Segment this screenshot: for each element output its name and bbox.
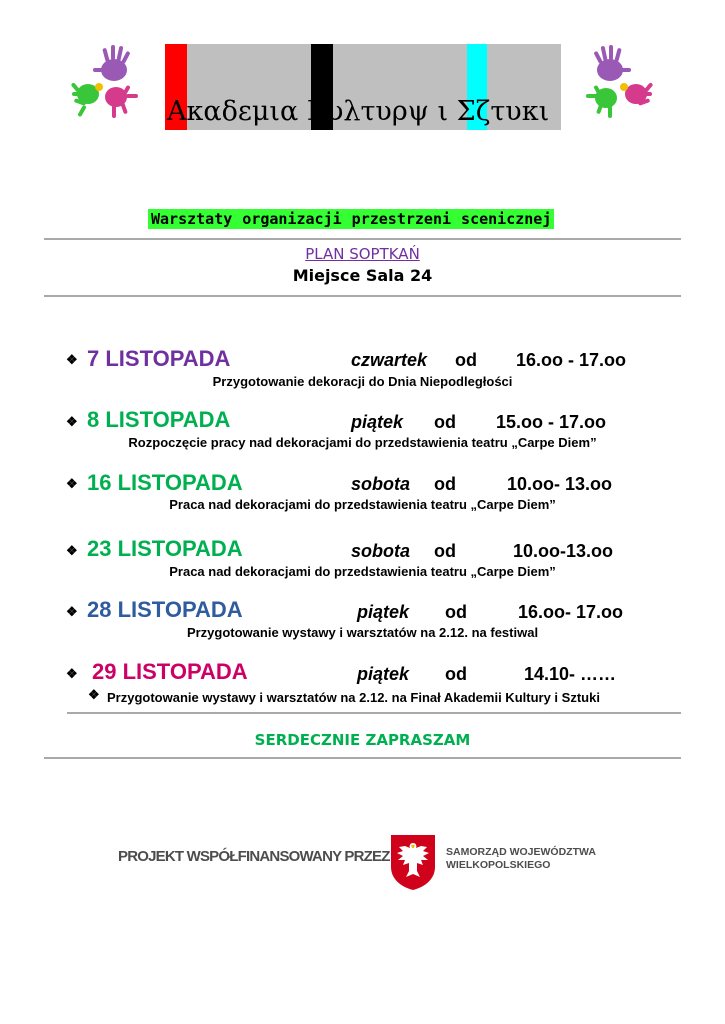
event-date: 28 LISTOPADA (87, 597, 243, 622)
academy-title: Ακαδεμια Κυλτυρψ ι Σζτυκι (167, 96, 550, 127)
event-od: od (434, 474, 456, 494)
voivodeship-line2: WIELKOPOLSKIEGO (446, 859, 551, 871)
painted-hands-icon (66, 42, 146, 122)
voivodeship-line1: SAMORZĄD WOJEWÓDZTWA (446, 846, 596, 858)
divider (44, 295, 681, 297)
painted-hands-icon (578, 42, 658, 122)
diamond-bullet-icon: ❖ (88, 687, 100, 702)
plan-title: PLAN SOPTKAŃ (305, 245, 420, 263)
event-date: 16 LISTOPADA (87, 470, 243, 495)
invitation-text: SERDECZNIE ZAPRASZAM (254, 731, 471, 749)
event-date: 7 LISTOPADA (87, 346, 231, 371)
diamond-bullet-icon: ❖ (66, 666, 78, 681)
event-od: od (434, 541, 456, 561)
event-time: 16.oo - 17.oo (516, 350, 627, 370)
event-description: Rozpoczęcie pracy nad dekoracjami do przedstawienia teatru „Carpe Diem” (128, 435, 597, 450)
event-od: od (445, 664, 467, 684)
event-time: 10.oo-13.oo (513, 541, 614, 561)
event-description: Przygotowanie wystawy i warsztatów na 2.12. na festiwal (186, 625, 539, 640)
event-description: Przygotowanie dekoracji do Dnia Niepodległości (212, 374, 513, 389)
diamond-bullet-icon: ❖ (66, 476, 78, 491)
event-od: od (455, 350, 477, 370)
divider (44, 757, 681, 759)
cofinancing-label: PROJEKT WSPÓŁFINANSOWANY PRZEZ (118, 848, 390, 865)
event-day: piątek (357, 602, 410, 622)
event-description: Praca nad dekoracjami do przedstawienia teatru „Carpe Diem” (169, 564, 556, 579)
wielkopolska-crest-icon (389, 833, 437, 891)
diamond-bullet-icon: ❖ (66, 352, 78, 367)
event-description: Przygotowanie wystawy i warsztatów na 2.12. na Finał Akademii Kultury i Sztuki (107, 690, 600, 705)
event-time: 16.oo- 17.oo (518, 602, 624, 622)
event-day: sobota (351, 541, 411, 561)
event-day: piątek (351, 412, 404, 432)
divider (67, 712, 681, 714)
event-day: piątek (357, 664, 410, 684)
event-od: od (434, 412, 456, 432)
event-description: Praca nad dekoracjami do przedstawienia teatru „Carpe Diem” (169, 497, 556, 512)
event-time: 14.10- …… (524, 664, 617, 684)
divider (44, 238, 681, 240)
event-time: 10.oo- 13.oo (507, 474, 613, 494)
workshop-subtitle: Warsztaty organizacji przestrzeni scenicznej (148, 209, 554, 229)
event-date: 29 LISTOPADA (92, 659, 248, 684)
diamond-bullet-icon: ❖ (66, 604, 78, 619)
event-date: 23 LISTOPADA (87, 536, 243, 561)
event-od: od (445, 602, 467, 622)
place-label: Miejsce Sala 24 (292, 266, 433, 285)
event-day: sobota (351, 474, 411, 494)
header-banner (165, 44, 561, 130)
voivodeship-label (446, 846, 596, 872)
event-time: 15.oo - 17.oo (496, 412, 607, 432)
event-date: 8 LISTOPADA (87, 407, 231, 432)
diamond-bullet-icon: ❖ (66, 543, 78, 558)
diamond-bullet-icon: ❖ (66, 414, 78, 429)
event-day: czwartek (351, 350, 428, 370)
